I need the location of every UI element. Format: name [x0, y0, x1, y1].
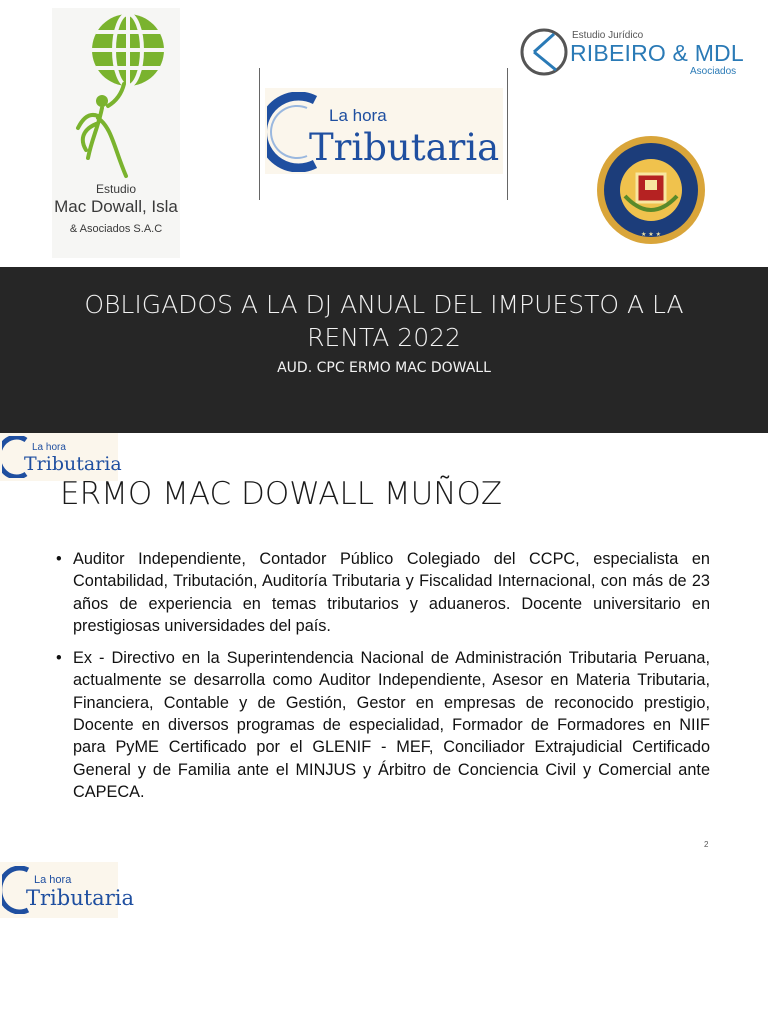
page-number: 2 [704, 840, 709, 849]
divider-left [259, 68, 260, 200]
la-hora-tributaria-logo-small [0, 433, 122, 481]
lht-line2: Tributaria [309, 126, 500, 169]
ribeiro-emblem-icon [518, 26, 570, 78]
bullet-text: Ex - Directivo en la Superintendencia Nacional de Administración Tributaria Peruana, actualmente se desarrolla como Auditor Independiente, Asesor en Materia Tributaria, Financiera, Contable y de Gestión, Gestor en empresas de reconocido prestigio, Docente en diversos programas de especialidad, Formador de Formadores en NIIF para PyME Certificado por el GLENIF - MEF, Conciliador Extrajudicial Certificado General y de Familia ante el MINJUS y Árbitro de Conciencia Civil y Comercial ante CAPECA. [73, 649, 710, 801]
bullet-icon: • [56, 550, 62, 568]
lht-small-line2: Tributaria [24, 453, 122, 475]
la-hora-tributaria-logo-footer [0, 862, 134, 918]
bullet-icon: • [56, 649, 62, 668]
svg-text:★ ★ ★: ★ ★ ★ [641, 231, 661, 238]
la-hora-tributaria-logo [265, 88, 503, 174]
colegio-seal-icon [595, 132, 707, 248]
mac-dowall-line1: Estudio [95, 182, 137, 196]
ribeiro-sub-text: Asociados [690, 66, 737, 77]
mac-dowall-line2: Mac Dowall, Isla [54, 197, 178, 216]
profile-name: ERMO MAC DOWALL MUÑOZ [60, 476, 503, 512]
list-item [56, 647, 710, 803]
globe-person-icon [52, 8, 180, 183]
lht-small-line1: La hora [32, 442, 66, 453]
mac-dowall-line3: & Asociados S.A.C [69, 223, 163, 235]
ribeiro-main-text: RIBEIRO & MDL [570, 40, 744, 66]
bullet-text: Auditor Independiente, Contador Público Colegiado del CCPC, especialista en Contabilidad, Tributación, Auditoría Tributaria y Fiscalidad Internacional, con más de 23 años de experiencia en temas tributarios y aduaneros. Docente universitario en prestigiosas universidades del país. [73, 550, 710, 635]
mac-dowall-logo [52, 8, 180, 258]
profile-bullets [56, 548, 710, 813]
lht-footer-line1: La hora [34, 874, 72, 886]
slide-subtitle: AUD. CPC ERMO MAC DOWALL [277, 360, 491, 376]
slide-title: OBLIGADOS A LA DJ ANUAL DEL IMPUESTO A LA RENTA 2022 [84, 290, 684, 352]
list-item [56, 548, 710, 637]
lht-footer-line2: Tributaria [26, 886, 134, 910]
lht-line1: La hora [329, 106, 387, 125]
divider-right [507, 68, 508, 200]
ribeiro-top-text: Estudio Jurídico [572, 30, 644, 41]
